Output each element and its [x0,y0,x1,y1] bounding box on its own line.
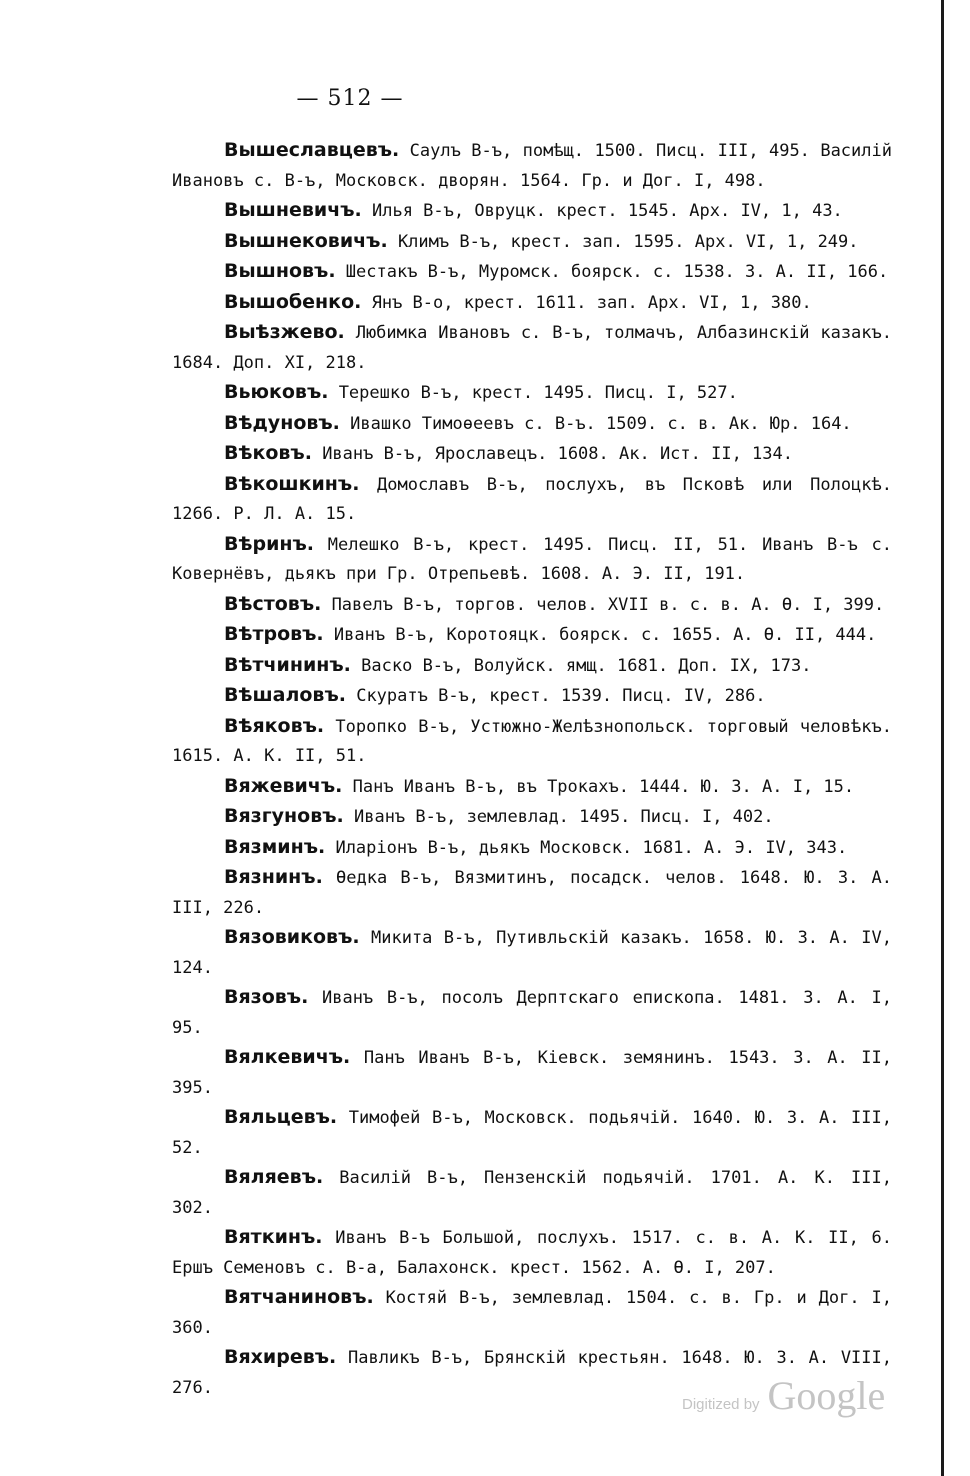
google-logo: Google [767,1373,886,1418]
headword: Вяльцевъ. [224,1106,338,1128]
headword: Вязовъ. [224,986,309,1008]
entry [172,681,892,712]
entry [172,1163,892,1223]
headword: Вьюковъ. [224,381,329,403]
entry [172,590,892,621]
entry-text: Иларіонъ В-ъ, дьякъ Московск. 1681. А. Э. IV, 343. [335,837,848,858]
entry [172,257,892,288]
headword: Вѣяковъ. [224,714,325,737]
headword: Выѣзжево. [224,321,345,343]
entry-text: Иванъ В-ъ, Ярославецъ. 1608. Ак. Ист. II, 134. [322,444,793,464]
entry-text: Любимка Ивановъ с. В-ъ, толмачъ, Албазинскій казакъ. 1684. Доп. XI, 218. [172,323,892,373]
entry [172,923,892,983]
entry-text: Павелъ В-ъ, торгов. челов. XVII в. с. в. А. Ѳ. I, 399. [331,594,885,615]
entry [172,288,892,319]
entry-text: Шестакъ В-ъ, Муромск. боярск. с. 1538. З. А. II, 166. [345,262,889,282]
headword: Вышновъ. [224,260,336,282]
entry-text: Торопко В-ъ, Устюжно-Желѣзнопольск. торговый человѣкъ. 1615. А. К. II, 51. [172,716,892,766]
entry-text: Ѳедка В-ъ, Вязмитинъ, посадск. челов. 1648. Ю. З. А. III, 226. [172,868,892,918]
headword: Вѣшаловъ. [224,684,346,706]
entry [172,530,892,590]
headword: Вяляевъ. [224,1166,324,1188]
entry-text: Иванъ В-ъ Большой, послухъ. 1517. с. в. А. К. II, 6. Ершъ Семеновъ с. В-а, Балахонск. крест. 1562. А. Ѳ. I, 207. [172,1228,892,1278]
headword: Вѣстовъ. [224,592,322,615]
entry [172,983,892,1043]
entry-text: Василій В-ъ, Пензенскій подьячій. 1701. А. К. III, 302. [172,1168,892,1218]
headword: Вяхиревъ. [224,1346,337,1368]
entry [172,227,892,258]
entry-text: Иванъ В-ъ, землевлад. 1495. Писц. I, 402. [353,807,774,827]
entry-text: Панъ Иванъ В-ъ, въ Трокахъ. 1444. Ю. З. А. I, 15. [352,776,855,797]
entry [172,470,892,530]
entry [172,802,892,833]
dictionary-entries [172,136,892,1403]
page-edge-rule [941,0,944,1476]
entry-text: Тимофей В-ъ, Московск. подьячій. 1640. Ю. З. А. III, 52. [172,1108,892,1158]
entry [172,651,892,682]
headword: Вяткинъ. [224,1226,323,1248]
entry-text: Микита В-ъ, Путивльскій казакъ. 1658. Ю. З. А. IV, 124. [172,928,892,978]
watermark-prefix: Digitized by [682,1396,760,1413]
entry [172,833,892,864]
entry [172,772,892,803]
entry-text: Домославъ В-ъ, послухъ, въ Псковѣ или Полоцкѣ. 1266. Р. Л. А. 15. [172,474,892,524]
entry [172,1223,892,1283]
entry-text: Павликъ В-ъ, Брянскій крестьян. 1648. Ю. З. А. VIII, 276. [172,1348,892,1398]
headword: Вѣкошкинъ. [224,472,360,495]
page-number: — 512 — [296,86,404,111]
entry-text: Скуратъ В-ъ, крест. 1539. Писц. IV, 286. [356,686,766,706]
entry-text: Панъ Иванъ В-ъ, Кіевск. земянинъ. 1543. З. А. II, 395. [172,1048,892,1098]
entry-text: Саулъ В-ъ, помѣщ. 1500. Писц. III, 495. Василій Ивановъ с. В-ъ, Московск. дворян. 1564. Гр. и Дог. I, 498. [172,141,892,191]
entry-text: Климъ В-ъ, крест. зап. 1595. Арх. VI, 1, 249. [397,231,859,252]
headword: Вышеславцевъ. [224,139,400,161]
entry-text: Мелешко В-ъ, крест. 1495. Писц. II, 51. Иванъ В-ъ с. Ковернёвъ, дьякъ при Гр. Отрепьевѣ. 1608. А. Э. II, 191. [172,534,892,584]
entry [172,439,892,470]
entry-text: Терешко В-ъ, крест. 1495. Писц. I, 527. [338,383,738,403]
headword: Вышневичъ. [224,199,362,221]
headword: Вялкевичъ. [224,1046,351,1068]
entry-text: Костяй В-ъ, землевлад. 1504. с. в. Гр. и Дог. I, 360. [172,1288,892,1338]
entry-text: Иванъ В-ъ, Коротояцк. боярск. с. 1655. А. Ѳ. II, 444. [333,625,877,645]
headword: Вязгуновъ. [224,805,344,827]
headword: Вѣтровъ. [224,623,324,645]
headword: Вятчаниновъ. [224,1286,374,1308]
entry [172,318,892,378]
entry [172,136,892,196]
entry-text: Васко В-ъ, Волуйск. ямщ. 1681. Доп. IX, 173. [361,655,812,676]
headword: Вѣринъ. [224,532,314,555]
headword: Вѣковъ. [224,442,312,464]
entry-text: Илья В-ъ, Овруцк. крест. 1545. Арх. IV, 1, 43. [371,201,843,221]
headword: Вязнинъ. [224,866,323,888]
entry [172,863,892,923]
headword: Вышобенко. [224,290,362,313]
headword: Вѣдуновъ. [224,411,340,434]
headword: Вяжевичъ. [224,774,343,797]
headword: Вышнековичъ. [224,229,388,252]
entry [172,378,892,409]
entry-text: Иванъ В-ъ, посолъ Дерптскаго епископа. 1481. З. А. I, 95. [172,988,892,1038]
headword: Вязовиковъ. [224,926,360,948]
headword: Вѣтчининъ. [224,653,351,676]
entry [172,712,892,772]
entry [172,1043,892,1103]
headword: Вязминъ. [224,835,326,858]
entry [172,1283,892,1343]
entry [172,409,892,440]
entry-text: Янъ В-о, крест. 1611. зап. Арх. VI, 1, 380. [371,292,812,313]
digitized-by-watermark [682,1372,885,1419]
entry [172,1103,892,1163]
entry-text: Ивашко Тимоѳеевъ с. В-ъ. 1509. с. в. Ак. Юр. 164. [350,413,852,434]
entry [172,620,892,651]
entry [172,196,892,227]
